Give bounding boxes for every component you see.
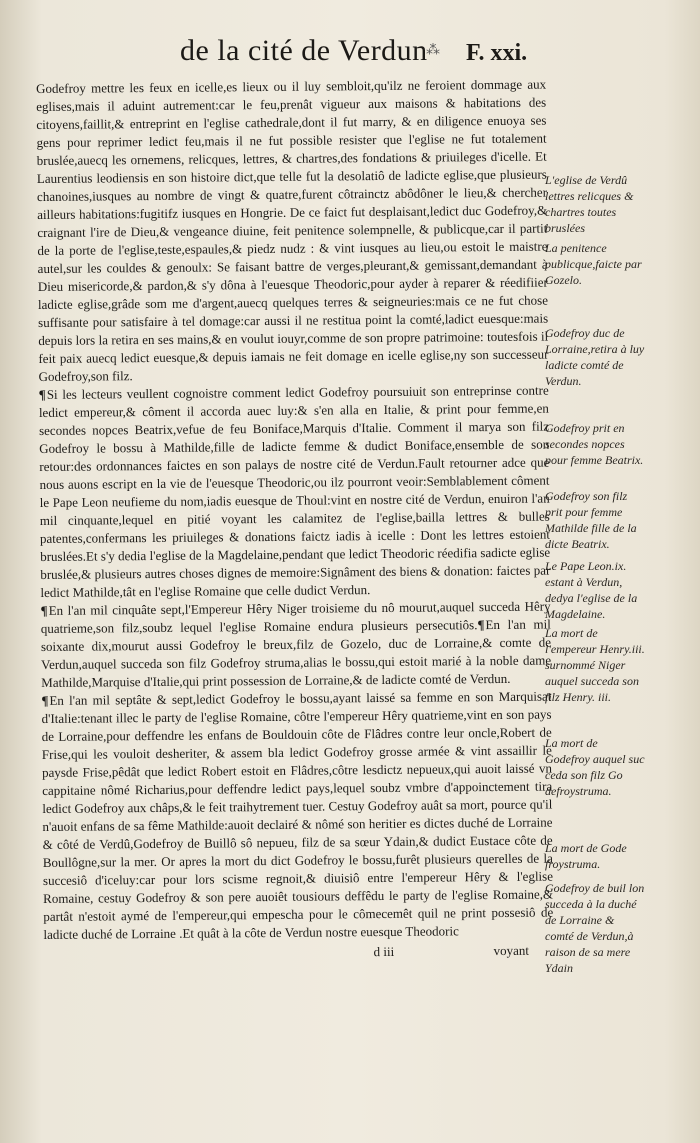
page-footer (44, 940, 554, 966)
paragraph (41, 598, 552, 692)
paragraph-text: En l'an mil cinquâte sept,l'Empereur Hêry Niger troisieme du nô mourut,auquel succeda Hêry quatrieme,son filz,soubz lequel l'eglise Romaine endura plusieurs persecutiôs. (40, 598, 551, 636)
signature-mark: d iii (373, 943, 395, 960)
folio-number: F. xxi. (466, 40, 528, 66)
catchword: voyant (493, 942, 530, 959)
margin-note: La mort de Gode froystruma. (545, 841, 627, 871)
paragraph (39, 382, 551, 602)
margin-note: Godefroy de buil lon succeda à la duché de Lorraine & comté de Verdun,à raison de sa mere Ydain (545, 881, 645, 975)
margin-note: Godefroy duc de Lorraine,retira à luy ladicte comté de Verdun. (545, 326, 645, 388)
margin-note: Godefroy son filz prit pour femme Mathilde fille de la dicte Beatrix. (545, 489, 637, 551)
margin-note: L'eglise de Verdû lettres relicques & chartres toutes bruslées (545, 173, 634, 235)
running-head (180, 30, 580, 74)
margin-note: La mort de Godefroy auquel suc ceda son filz Go defroystruma. (545, 736, 645, 798)
paragraph-text: En l'an mil soixante dix,mourut aussi Godefroy le breux,filz de Gozelo, duc de Lorraine,& comte de Verdun,auquel succeda son filz Godefroy struma,alias le bossu,qui estoit marié à la noble dame Mathilde,Marquise d'Italie,qui print possession de Lorraine,& de ladicte comté de Verdun. (40, 616, 552, 690)
pilcrow-icon: ¶ (477, 617, 485, 633)
pilcrow-icon: ¶ (40, 602, 48, 618)
page-title: de la cité de Verdun (180, 34, 428, 67)
ornament-mark: ⁂ (426, 43, 440, 58)
paragraph-text: En l'an mil septâte & sept,ledict Godefroy le bossu,ayant laissé sa femme en son Marquisat d'Italie:tenant illec le party de l'eglise Romaine, côtre l'empereur Hêry quatrieme,vint en son pays de Lorraine,pour deffendre les enfans de Bouldouin côte de Flâdres contre leur oncle,Robert de Frise,qui les vouloit desheriter, & assem bla ledict Godefroy grosse armée & vint assaillir le paysde Frise,pêdât que ledict Robert estoit en Flâdres,côtre lesdictz nepueux,qui auoit laissé vn cappitaine nômé Richarius,pour deffendre ledict pays,lequel soubz vmbre d'appoinctement tira ledict Godefroy aux châps,& le feit traihytrement tuer. Cestuy Godefroy auât sa mort, pource qu'il n'auoit enfans de sa fême Mathilde:auoit declairé & nômé son heritier es dictes duché de Lorraine & côté de Verdû,Godefroy de Buillô sô nepueu, filz de sa sœur Ydain,& dudict Eustace côte de Boullôgne,sur la mer. Or apres la mort du dict Godefroy le bossu,furêt plusieurs querelles de la succesiô d'iceluy:car pour lors scisme regnoit,& diuisiô entre l'empereur Hêry & l'eglise Romaine, cestuy Godefroy & son pere auoiêt tousiours deffêdu le party de l'eglise Romaine,& partât n'estoit aymé de l'empereur,qui empescha pour le cômecemêt quil ne print possesiô de ladicte duché de Lorraine .Et quât à la côte de Verdun nostre euesque Theodoric (41, 688, 554, 942)
margin-note: La mort de l'empereur Henry.iii. surnommé Niger auquel succeda son filz Henry. iii. (545, 626, 645, 704)
paragraph: Godefroy mettre les feux en icelle,es lieux ou il luy sembloit,qu'ilz ne feroient dommage aux eglises,mais il aduint autrement:car le feu,prenât vigueur aux maisons & habitations des citoyens,faillit,& entreprint en l'eglise cathedrale,dont il fut marry, & en diligence enuoya ses gens pour reprimer ledict feu,mais il ne fut possible resister que l'eglise ne fut totalement bruslée,auecq les ornemens, relicques, lettres, & chartres,des fondations & priuileges d'icelle. Et Laurentius leodiensis en son histoire dict,que telle fut la desolatiô de ladicte eglise,que plusieurs chanoines,iusques au nombre de vingt & quatre,furent côtrainctz abôdôner le lieu,& chercher ailleurs habitations:fugitifz iusques en Hongrie. De ce faict fut desplaisant,ledict duc Godefroy,& craignant l'ire de Dieu,& vengeance diuine, feit penitence solempnelle, & publicque,car il partit de la porte de l'eglise,teste,espaules,& piedz nudz : & vint iusques au lieu,ou estoit le maistre autel,sur les couldes & genoulx: Se faisant battre de verges,pleurant,& gemissant,demandant à Dieu misericorde,& pardon,& s'y dôna à l'euesque Theodoric,pour ayder à reparer & réedifiier ladicte eglise,grâde som me d'argent,auecq quelques terres & seigneuries:mais ce ne fut chose suffisante pour satisfaire à tel domage:car aussi il ne restitua point la comté,ladict euesque:mais depuis lors la retira en ses mains,& en voulut iouyr,comme de son propre patrimoine: toutesfois il feit paix auecq ledict euesque,& depuis iamais ne feit domage en icelle eglise,ny son successeur Godefroy,son filz. (36, 76, 549, 384)
paragraph-text: Si les lecteurs veullent cognoistre comment ledict Godefroy poursuiuit son entreprinse contre ledict empereur,& côment il accorda auec luy:& s'en alla en Italie, & print pour femme,en secondes nopces Beatrix,vefue de feu Boniface,Marquis d'Italie. Comment il marya son filz Godefroy le bossu à Mathilde,fille de ladicte femme & dudict Boniface,ensemble de son retour:des ordonnances faictes en son palays de nostre cité de Verdun.Fault retourner adce que nous auons escript en la vie de l'euesque Theodoric,ou ilz pourront veoir:Semblablement côment le Pape Leon neufieme du nom,iadis euesque de Thoul:vint en nostre cité de Verdun, enuiron l'an mil cinquante,lequel en pitié voyant les calamitez de l'eglise,bailla lettres & bulles patentes,confermans les priuileges & donations faictz iadis à icelle : Dont les lettres estoient bruslées.Et s'y dedia l'eglise de la Magdelaine,pendant que ledict Theodoric réedifia sadicte eglise bruslée,& plusieurs autres choses dignes de memoire:Signâment des biens & donation: faictes par ledict Mathilde,tât en l'eglise Romaine que celle dudict Verdun. (38, 382, 551, 600)
margin-note: La penitence publicque,faicte par Gozelo. (545, 241, 642, 287)
paragraph (41, 688, 553, 944)
main-text-column (36, 76, 554, 966)
pilcrow-icon: ¶ (41, 692, 49, 708)
margin-note: Le Pape Leon.ix. estant à Verdun, dedya l'eglise de la Magdelaine. (545, 559, 638, 621)
margin-note: Godefroy prit en secondes nopces pour femme Beatrix. (545, 421, 644, 467)
pilcrow-icon: ¶ (38, 386, 46, 402)
